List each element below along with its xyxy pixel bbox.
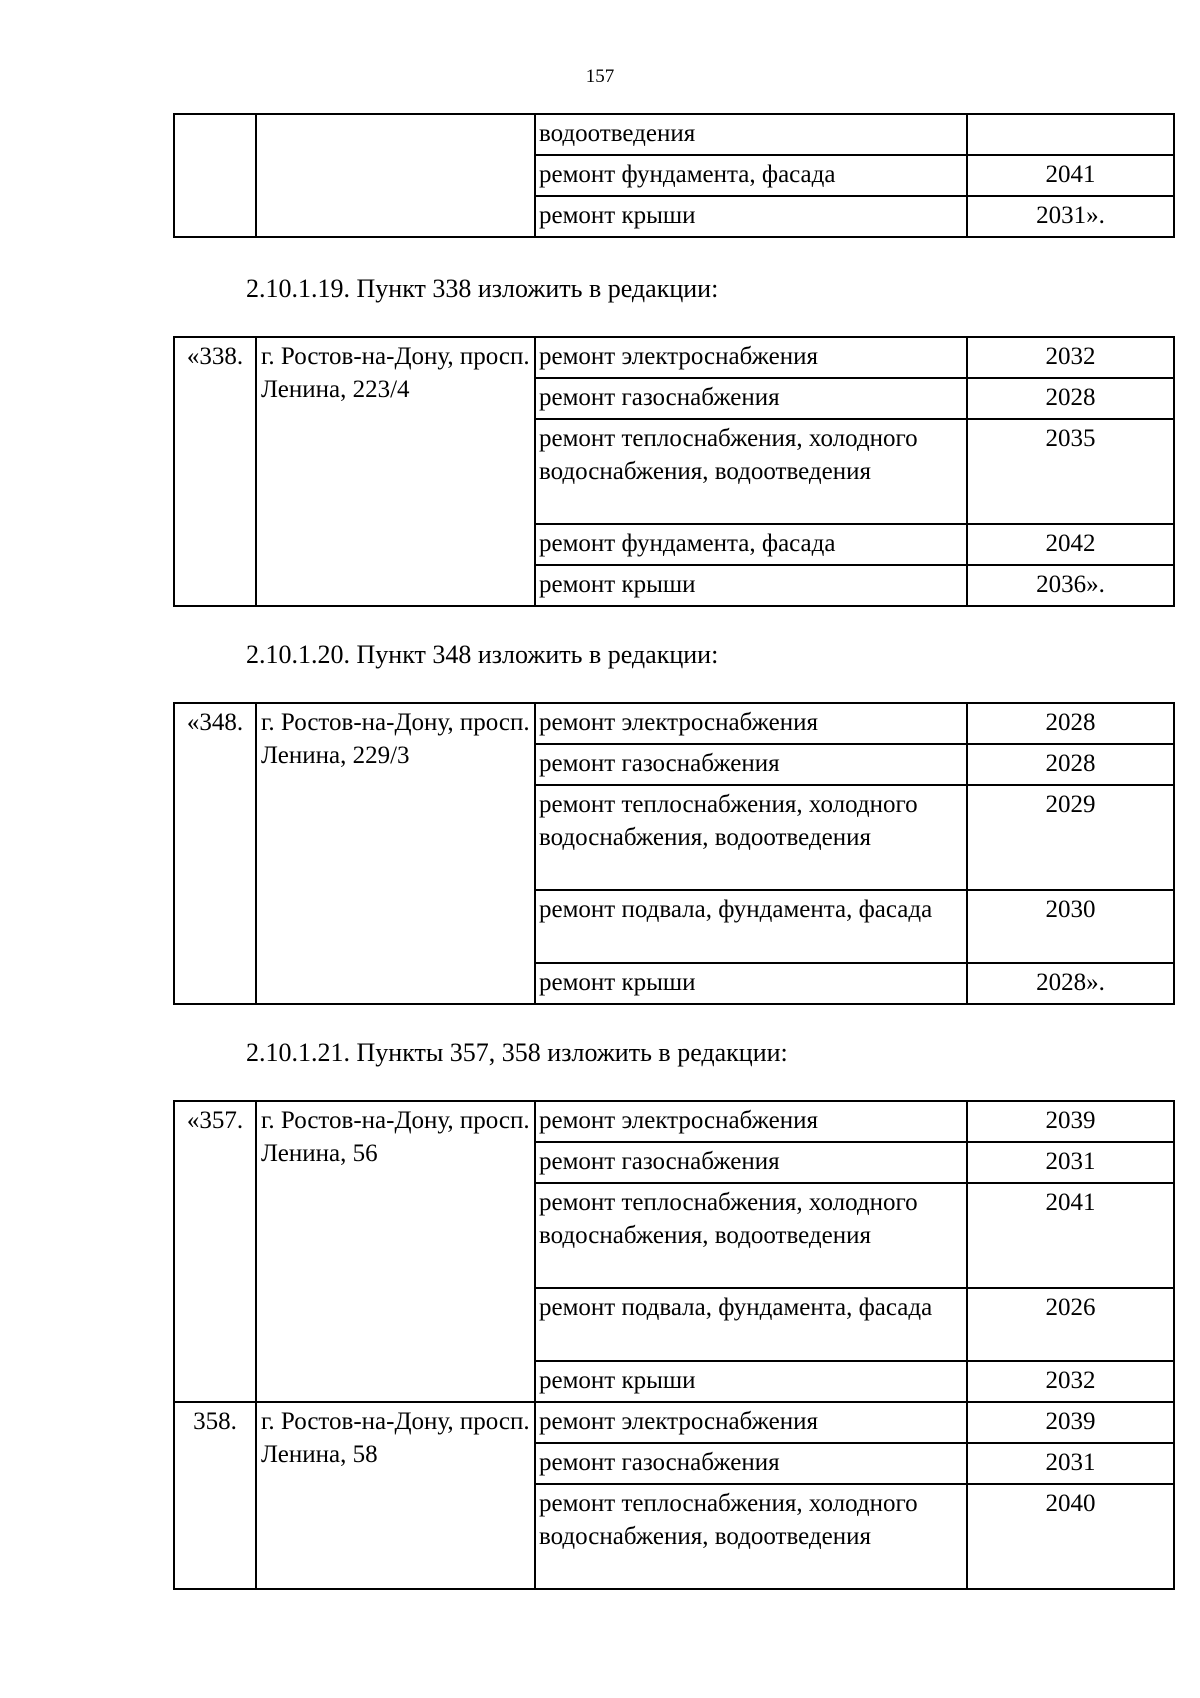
num-cell: «338. bbox=[174, 337, 256, 606]
work-cell: ремонт крыши bbox=[535, 963, 967, 1004]
address-cell: г. Ростов-на-Дону, просп. Ленина, 223/4 bbox=[256, 337, 535, 606]
work-cell: ремонт электроснабжения bbox=[535, 1402, 967, 1443]
work-cell: ремонт крыши bbox=[535, 565, 967, 606]
year-cell: 2036». bbox=[967, 565, 1174, 606]
work-cell: ремонт теплоснабжения, холодного водоснабжения, водоотведения bbox=[535, 1183, 967, 1288]
table-continuation bbox=[173, 113, 1175, 238]
num-cell bbox=[174, 114, 256, 237]
work-cell: ремонт подвала, фундамента, фасада bbox=[535, 890, 967, 963]
year-cell bbox=[967, 114, 1174, 155]
year-cell: 2031». bbox=[967, 196, 1174, 237]
year-cell: 2035 bbox=[967, 419, 1174, 524]
work-cell: ремонт теплоснабжения, холодного водоснабжения, водоотведения bbox=[535, 419, 967, 524]
work-cell: ремонт газоснабжения bbox=[535, 1142, 967, 1183]
year-cell: 2040 bbox=[967, 1484, 1174, 1589]
table-item-357-358 bbox=[173, 1100, 1175, 1590]
year-cell: 2031 bbox=[967, 1443, 1174, 1484]
work-cell: ремонт газоснабжения bbox=[535, 744, 967, 785]
paragraph-357-358: 2.10.1.21. Пункты 357, 358 изложить в редакции: bbox=[246, 1038, 788, 1067]
year-cell: 2031 bbox=[967, 1142, 1174, 1183]
year-cell: 2030 bbox=[967, 890, 1174, 963]
work-cell: ремонт фундамента, фасада bbox=[535, 524, 967, 565]
year-cell: 2028 bbox=[967, 378, 1174, 419]
page-number: 157 bbox=[585, 66, 615, 87]
address-cell bbox=[256, 114, 535, 237]
work-cell: ремонт крыши bbox=[535, 196, 967, 237]
year-cell: 2029 bbox=[967, 785, 1174, 890]
table-row bbox=[174, 1101, 1174, 1142]
year-cell: 2032 bbox=[967, 337, 1174, 378]
num-cell: «357. bbox=[174, 1101, 256, 1402]
table-row bbox=[174, 703, 1174, 744]
year-cell: 2041 bbox=[967, 155, 1174, 196]
work-cell: ремонт фундамента, фасада bbox=[535, 155, 967, 196]
year-cell: 2028». bbox=[967, 963, 1174, 1004]
year-cell: 2032 bbox=[967, 1361, 1174, 1402]
table-item-348 bbox=[173, 702, 1175, 1005]
paragraph-348: 2.10.1.20. Пункт 348 изложить в редакции: bbox=[246, 640, 719, 669]
work-cell: ремонт теплоснабжения, холодного водоснабжения, водоотведения bbox=[535, 1484, 967, 1589]
work-cell: ремонт газоснабжения bbox=[535, 1443, 967, 1484]
work-cell: водоотведения bbox=[535, 114, 967, 155]
paragraph-338: 2.10.1.19. Пункт 338 изложить в редакции: bbox=[246, 274, 719, 303]
work-cell: ремонт газоснабжения bbox=[535, 378, 967, 419]
work-cell: ремонт подвала, фундамента, фасада bbox=[535, 1288, 967, 1361]
year-cell: 2042 bbox=[967, 524, 1174, 565]
year-cell: 2028 bbox=[967, 744, 1174, 785]
table-row bbox=[174, 1402, 1174, 1443]
address-cell: г. Ростов-на-Дону, просп. Ленина, 229/3 bbox=[256, 703, 535, 1004]
year-cell: 2039 bbox=[967, 1101, 1174, 1142]
table-item-338 bbox=[173, 336, 1175, 607]
work-cell: ремонт электроснабжения bbox=[535, 703, 967, 744]
work-cell: ремонт электроснабжения bbox=[535, 337, 967, 378]
work-cell: ремонт теплоснабжения, холодного водоснабжения, водоотведения bbox=[535, 785, 967, 890]
num-cell: 358. bbox=[174, 1402, 256, 1589]
num-cell: «348. bbox=[174, 703, 256, 1004]
year-cell: 2028 bbox=[967, 703, 1174, 744]
table-row bbox=[174, 337, 1174, 378]
address-cell: г. Ростов-на-Дону, просп. Ленина, 56 bbox=[256, 1101, 535, 1402]
year-cell: 2041 bbox=[967, 1183, 1174, 1288]
address-cell: г. Ростов-на-Дону, просп. Ленина, 58 bbox=[256, 1402, 535, 1589]
work-cell: ремонт крыши bbox=[535, 1361, 967, 1402]
work-cell: ремонт электроснабжения bbox=[535, 1101, 967, 1142]
year-cell: 2039 bbox=[967, 1402, 1174, 1443]
year-cell: 2026 bbox=[967, 1288, 1174, 1361]
table-row bbox=[174, 114, 1174, 155]
